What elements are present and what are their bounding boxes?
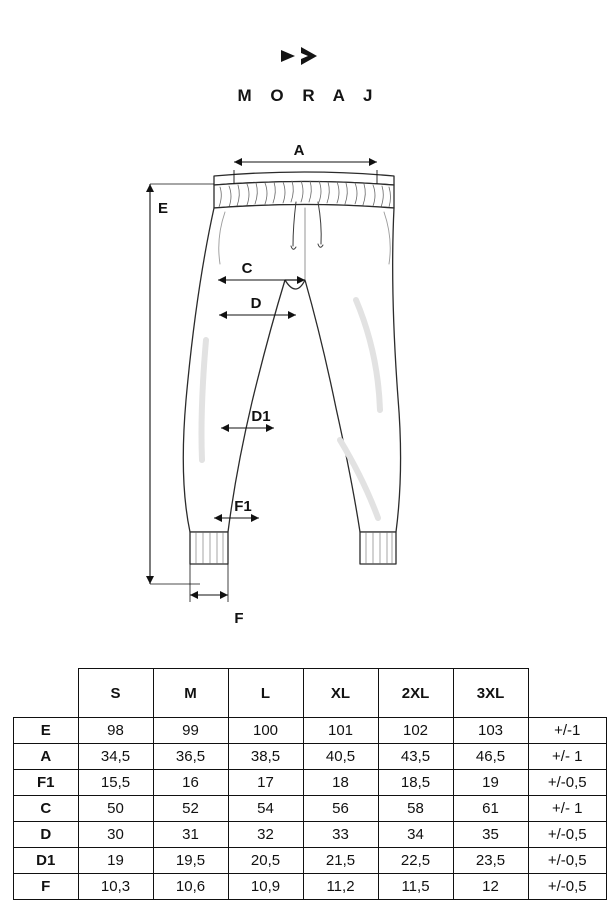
- product-technical-drawing: [0, 140, 610, 650]
- cell-f1-s: 15,5: [78, 770, 153, 796]
- cell-c-m: 52: [153, 796, 228, 822]
- cell-a-m: 36,5: [153, 744, 228, 770]
- dim-label-A: A: [293, 142, 305, 159]
- cell-d1-xl: 21,5: [303, 848, 378, 874]
- cell-d-tolerance: +/-0,5: [528, 822, 607, 848]
- table-row: [14, 718, 607, 744]
- table-header-row: [14, 669, 607, 718]
- cell-c-l: 54: [228, 796, 303, 822]
- cell-e-2xl: 102: [378, 718, 453, 744]
- brand-name: M O R A J: [237, 86, 380, 105]
- cell-d-s: 30: [78, 822, 153, 848]
- cell-f-xl: 11,2: [303, 874, 378, 900]
- cell-a-3xl: 46,5: [453, 744, 528, 770]
- row-label-a: A: [14, 744, 79, 770]
- cell-f-3xl: 12: [453, 874, 528, 900]
- cell-f-m: 10,6: [153, 874, 228, 900]
- dim-label-C: C: [241, 260, 253, 277]
- header-size-m: M: [153, 669, 228, 718]
- cell-a-2xl: 43,5: [378, 744, 453, 770]
- cell-f-s: 10,3: [78, 874, 153, 900]
- table-row: [14, 822, 607, 848]
- cell-f1-3xl: 19: [453, 770, 528, 796]
- cell-a-s: 34,5: [78, 744, 153, 770]
- joggers-diagram-svg: [0, 140, 610, 650]
- cell-f1-xl: 18: [303, 770, 378, 796]
- cell-e-xl: 101: [303, 718, 378, 744]
- cell-d1-3xl: 23,5: [453, 848, 528, 874]
- header-size-s: S: [78, 669, 153, 718]
- size-chart-body: [14, 718, 607, 900]
- cell-d-l: 32: [228, 822, 303, 848]
- table-row: [14, 796, 607, 822]
- table-row: [14, 744, 607, 770]
- row-label-f: F: [14, 874, 79, 900]
- cell-a-xl: 40,5: [303, 744, 378, 770]
- brand-header: [0, 42, 610, 106]
- moraj-chevron-logo-icon: [277, 42, 333, 70]
- header-size-3xl: 3XL: [453, 669, 528, 718]
- table-row: [14, 848, 607, 874]
- cell-f1-l: 17: [228, 770, 303, 796]
- dim-label-D: D: [250, 295, 262, 312]
- cell-d-3xl: 35: [453, 822, 528, 848]
- table-row: [14, 770, 607, 796]
- header-corner-right: [528, 669, 607, 718]
- cell-d1-s: 19: [78, 848, 153, 874]
- row-label-c: C: [14, 796, 79, 822]
- size-chart-header: [14, 669, 607, 718]
- cell-e-l: 100: [228, 718, 303, 744]
- dim-label-F1: F1: [234, 498, 252, 515]
- cell-a-tolerance: +/- 1: [528, 744, 607, 770]
- size-chart-table: [13, 668, 607, 900]
- row-label-f1: F1: [14, 770, 79, 796]
- cell-e-m: 99: [153, 718, 228, 744]
- cell-f-l: 10,9: [228, 874, 303, 900]
- cell-e-s: 98: [78, 718, 153, 744]
- cell-c-s: 50: [78, 796, 153, 822]
- dim-label-D1: D1: [251, 408, 271, 425]
- cell-f-tolerance: +/-0,5: [528, 874, 607, 900]
- header-size-xl: XL: [303, 669, 378, 718]
- cell-f-2xl: 11,5: [378, 874, 453, 900]
- size-chart-table-wrapper: [13, 668, 597, 900]
- row-label-d1: D1: [14, 848, 79, 874]
- cell-d1-l: 20,5: [228, 848, 303, 874]
- row-label-e: E: [14, 718, 79, 744]
- cell-d-2xl: 34: [378, 822, 453, 848]
- header-size-2xl: 2XL: [378, 669, 453, 718]
- dim-label-F: F: [234, 610, 244, 627]
- cell-c-xl: 56: [303, 796, 378, 822]
- cell-e-3xl: 103: [453, 718, 528, 744]
- cell-f1-tolerance: +/-0,5: [528, 770, 607, 796]
- cell-c-tolerance: +/- 1: [528, 796, 607, 822]
- cell-c-2xl: 58: [378, 796, 453, 822]
- row-label-d: D: [14, 822, 79, 848]
- table-row: [14, 874, 607, 900]
- header-size-l: L: [228, 669, 303, 718]
- cell-d1-tolerance: +/-0,5: [528, 848, 607, 874]
- cell-c-3xl: 61: [453, 796, 528, 822]
- dim-label-E: E: [157, 200, 169, 217]
- header-corner-left: [14, 669, 79, 718]
- cell-d-m: 31: [153, 822, 228, 848]
- cell-f1-2xl: 18,5: [378, 770, 453, 796]
- cell-e-tolerance: +/-1: [528, 718, 607, 744]
- cell-f1-m: 16: [153, 770, 228, 796]
- cell-d1-2xl: 22,5: [378, 848, 453, 874]
- cell-d-xl: 33: [303, 822, 378, 848]
- cell-a-l: 38,5: [228, 744, 303, 770]
- cell-d1-m: 19,5: [153, 848, 228, 874]
